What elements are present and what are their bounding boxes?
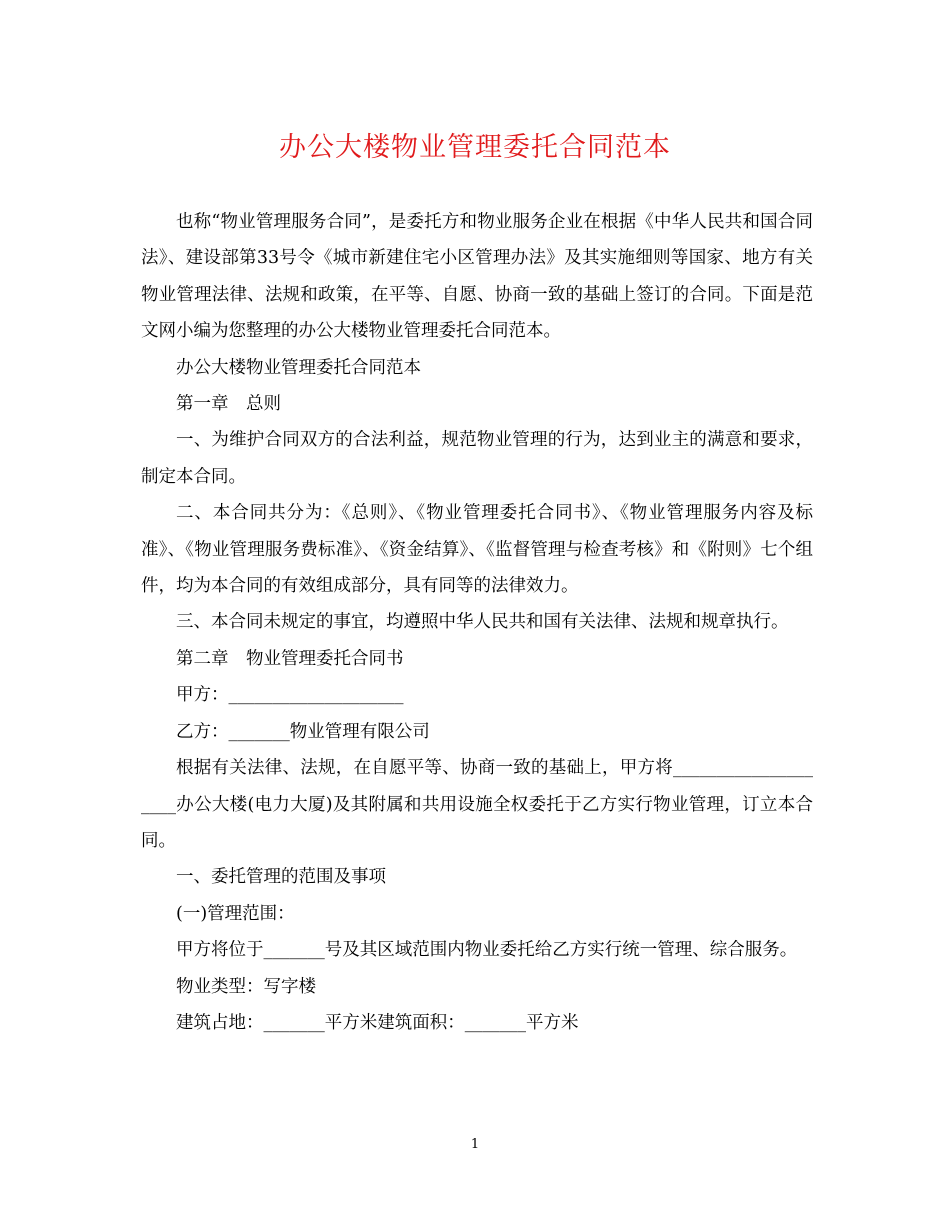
subsection-heading: (一)管理范围： (176, 903, 295, 924)
building-area-line: 建筑占地：_______平方米建筑面积：_______平方米 (176, 1012, 579, 1033)
scope-paragraph: 甲方将位于_______号及其区域范围内物业委托给乙方实行统一管理、综合服务。 (176, 940, 798, 961)
chapter-one-heading: 第一章 总则 (176, 394, 281, 415)
clause-paragraph: 一、为维护合同双方的合法利益，规范物业管理的行为，达到业主的满意和要求，制定本合同。 (141, 430, 813, 487)
intro-paragraph: 也称“物业管理服务合同”，是委托方和物业服务企业在根据《中华人民共和国合同法》、建设部第33号令《城市新建住宅小区管理办法》及其实施细则等国家、地方有关物业管理法律、法规和政策，在平等、自愿、协商一致的基础上签订的合同。下面是范文网小编为您整理的办公大楼物业管理委托合同范本。 (141, 212, 813, 342)
party-a-line: 甲方：____________________ (176, 685, 404, 706)
clause-paragraph: 三、本合同未规定的事宜，均遵照中华人民共和国有关法律、法规和规章执行。 (176, 612, 789, 633)
clause-paragraph: 二、本合同共分为：《总则》、《物业管理委托合同书》、《物业管理服务内容及标准》、《物业管理服务费标准》、《资金结算》、《监督管理与检查考核》和《附则》七个组件，均为本合同的有效组成部分，具有同等的法律效力。 (141, 503, 813, 597)
chapter-two-heading: 第二章 物业管理委托合同书 (176, 648, 404, 669)
party-b-line: 乙方：_______物业管理有限公司 (176, 721, 430, 742)
property-type-line: 物业类型：写字楼 (176, 976, 316, 997)
document-title: 办公大楼物业管理委托合同范本 (279, 132, 671, 163)
contract-heading: 办公大楼物业管理委托合同范本 (176, 357, 421, 378)
document-body (141, 204, 813, 1041)
page-number: 1 (470, 1137, 480, 1152)
agreement-paragraph: 根据有关法律、法规，在自愿平等、协商一致的基础上，甲方将____________________办公大楼(电力大厦)及其附属和共用设施全权委托于乙方实行物业管理，订立本合同。 (141, 758, 813, 851)
section-heading: 一、委托管理的范围及事项 (176, 867, 386, 888)
